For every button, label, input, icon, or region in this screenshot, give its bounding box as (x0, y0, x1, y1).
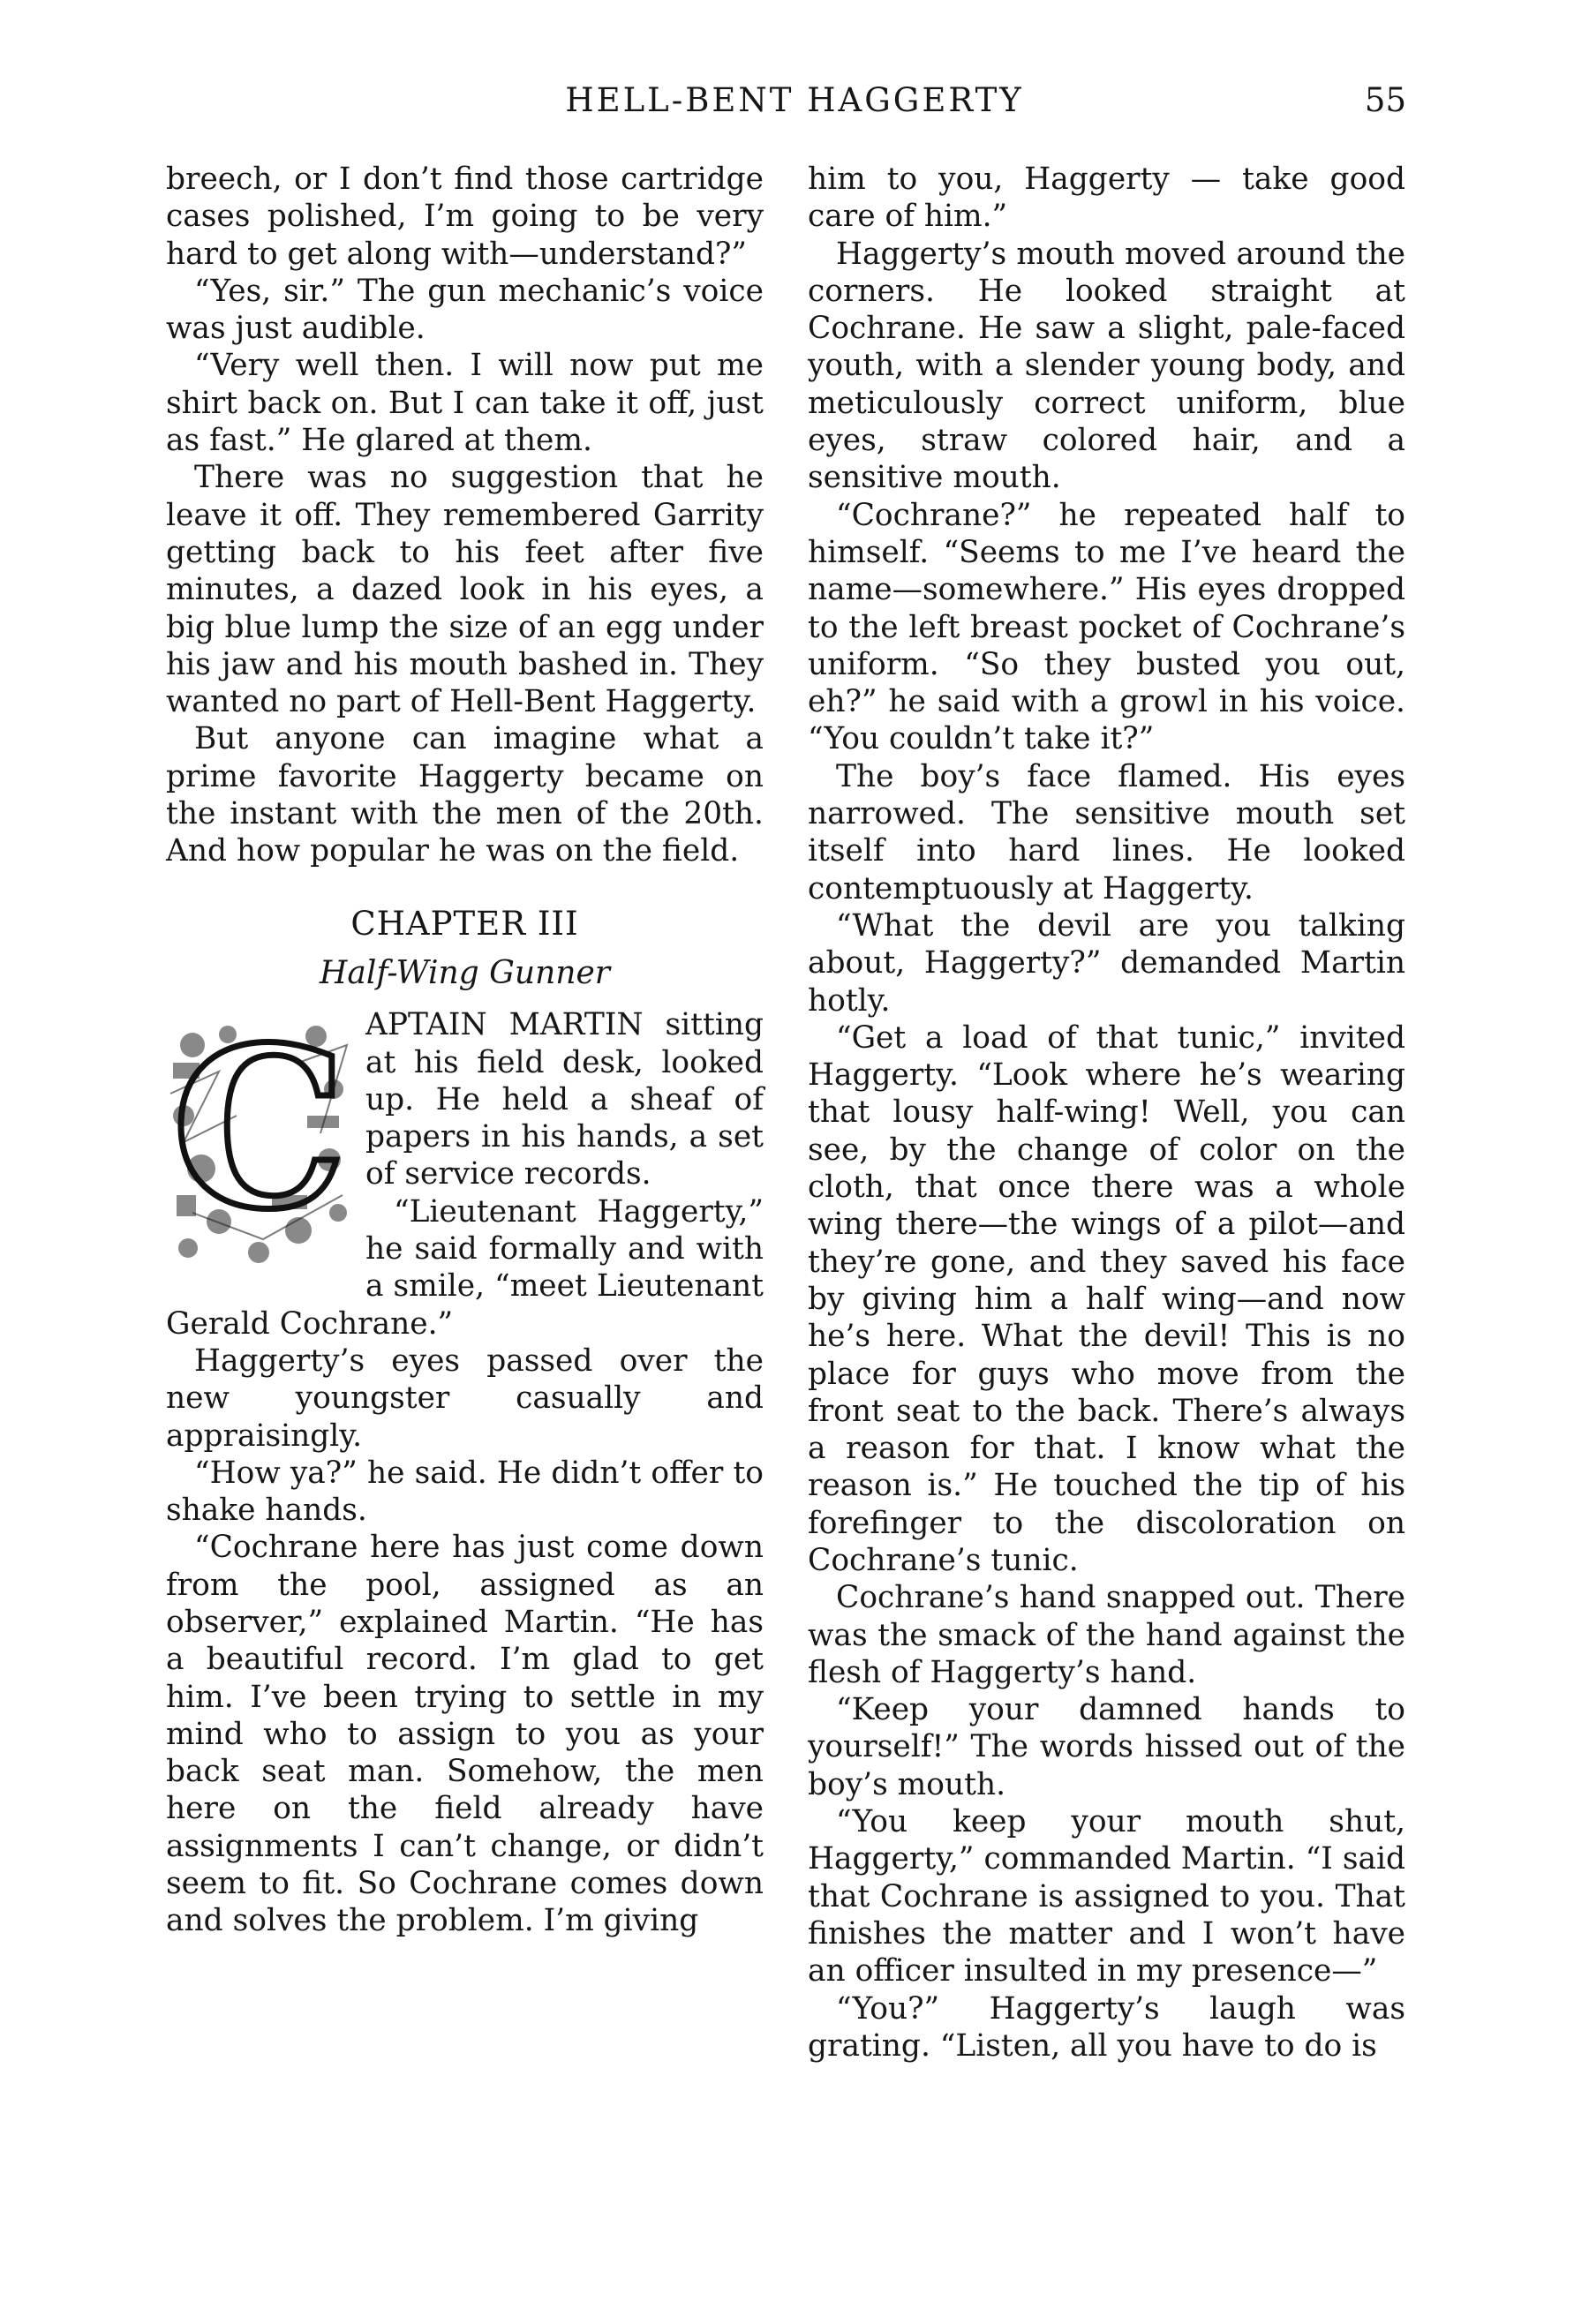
paragraph: him to you, Haggerty — take good care of him.” (808, 162, 1405, 235)
paragraph: “Keep your damned hands to yourself!” The words hissed out of the boy’s mouth. (808, 1692, 1405, 1802)
paragraph: Cochrane’s hand snapped out. There was the smack of the hand against the flesh of Haggerty’s hand. (808, 1580, 1405, 1690)
paragraph: But anyone can imagine what a prime favorite Haggerty became on the instant with the men of the 20th. And how popular he was on the field. (166, 721, 764, 869)
paragraph: breech, or I don’t find those cartridge cases polished, I’m going to be very hard to get along with—understand?” (166, 162, 764, 272)
paragraph: “You keep your mouth shut, Haggerty,” commanded Martin. “I said that Cochrane is assigned to you. That finishes the matter and I won’t have an officer insulted in my presence—” (808, 1804, 1405, 1989)
paragraph: “What the devil are you talking about, Haggerty?” demanded Martin hotly. (808, 907, 1405, 1019)
drop-cap-letter: C (171, 1010, 348, 1259)
paragraph: “Yes, sir.” The gun mechanic’s voice was just audible. (166, 273, 764, 347)
paragraph: “You?” Haggerty’s laugh was grating. “Listen, all you have to do is (808, 1990, 1405, 2064)
running-head (0, 81, 1589, 134)
paragraph: “How ya?” he said. He didn’t offer to shake hands. (166, 1455, 764, 1529)
running-title: HELL-BENT HAGGERTY (565, 81, 1024, 119)
right-column (808, 161, 1405, 2065)
chapter-subtitle: Half-Wing Gunner (320, 954, 610, 991)
paragraph: Haggerty’s mouth moved around the corners. He looked straight at Cochrane. He saw a slight, pale-faced youth, with a slender young body, and meticulously correct uniform, blue eyes, straw colored hair, and a sensitive mouth. (808, 236, 1405, 496)
paragraph: “Very well then. I will now put me shirt back on. But I can take it off, just as fast.” He glared at them. (166, 348, 764, 459)
paragraph: “Lieutenant Haggerty,” he said formally and with a smile, “meet Lieutenant Gerald Cochrane.” (166, 1193, 764, 1342)
paragraph: “Cochrane?” he repeated half to himself. “Seems to me I’ve heard the name—somewhere.” His eyes dropped to the left breast pocket of Cochrane’s uniform. “So they busted you out, eh?” he said with a growl in his voice. “You couldn’t take it?” (808, 497, 1405, 757)
paragraph: APTAIN MARTIN sitting at his field desk, looked up. He held a sheaf of papers in his hands, a set of service records. (365, 1007, 764, 1192)
paragraph: There was no suggestion that he leave it off. They remembered Garrity getting back to his feet after five minutes, a dazed look in his eyes, a big blue lump the size of an egg under his jaw and his mouth bashed in. They wanted no part of Hell-Bent Haggerty. (166, 460, 764, 720)
paragraph: “Get a load of that tunic,” invited Haggerty. “Look where he’s wearing that lousy half-wing! Well, you can see, by the change of color on the cloth, that once there was a whole wing there—the wings of a pilot—and they’re gone, and they saved his face by giving him a half wing—and now he’s here. What the devil! This is no place for guys who move from the front seat to the back. There’s always a reason for that. I know what the reason is.” He touched the tip of his forefinger to the discoloration on Cochrane’s tunic. (808, 1019, 1405, 1578)
paragraph: “Cochrane here has just come down from the pool, assigned as an observer,” explained Martin. “He has a beautiful record. I’m glad to get him. I’ve been trying to settle in my mind who to assign to you as your back seat man. Somehow, the men here on the field already have assignments I can’t change, or didn’t seem to fit. So Cochrane comes down and solves the problem. I’m giving (166, 1530, 764, 1939)
drop-cap-ornament (166, 1010, 353, 1273)
drop-cap (166, 1010, 353, 1273)
paragraph: Haggerty’s eyes passed over the new youngster casually and appraisingly. (166, 1343, 764, 1454)
paragraph: The boy’s face flamed. His eyes narrowed. The sensitive mouth set itself into hard lines. He looked contemptuously at Haggerty. (808, 758, 1405, 906)
chapter-title: CHAPTER III (350, 904, 579, 943)
page-number: 55 (1364, 81, 1406, 119)
left-column (166, 161, 764, 1940)
